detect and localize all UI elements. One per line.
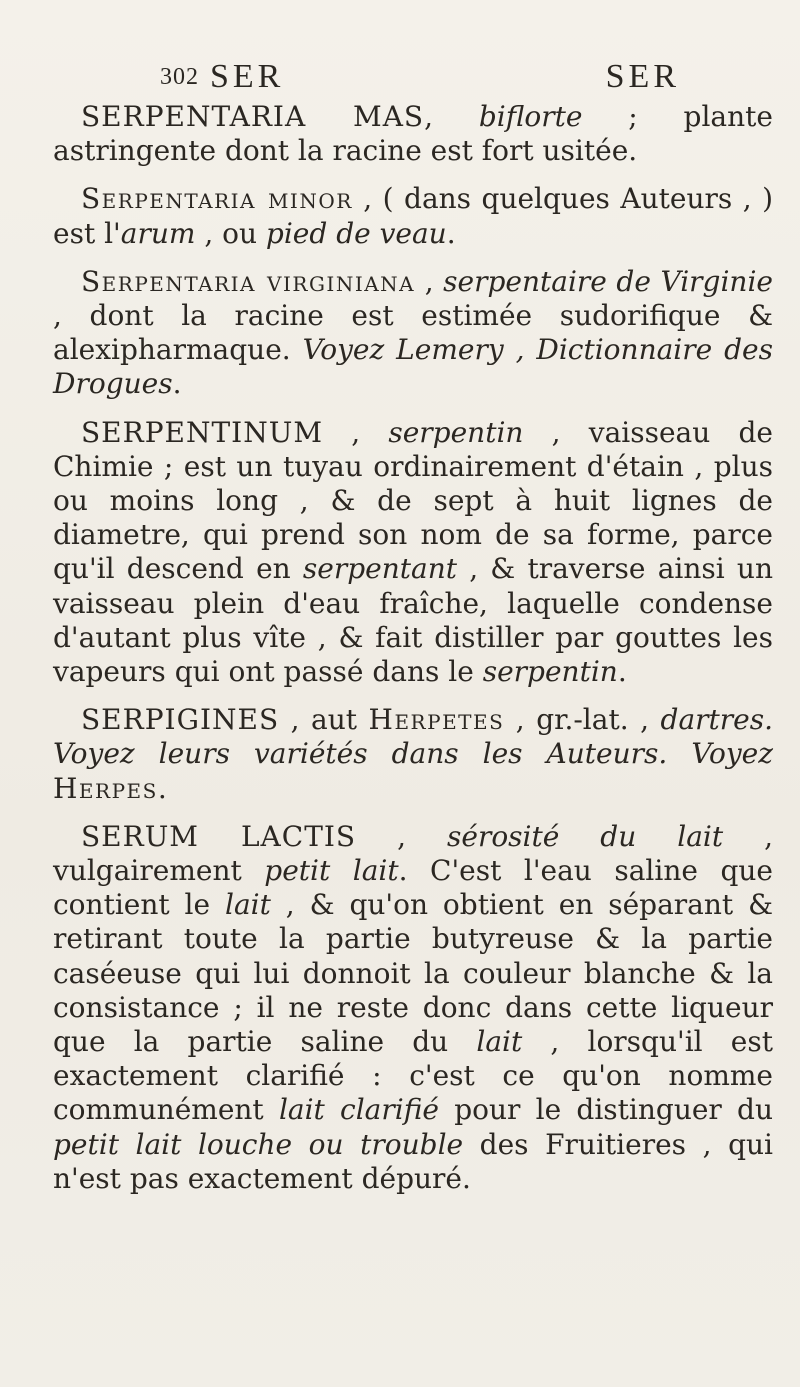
dictionary-entry: SERUM LACTIS , sérosité du lait , vulgairement petit lait. C'est l'eau saline que contient le lait , & qu'on obtient en séparant & retirant toute la partie butyreuse & la partie caséeuse qui lui donnoit la couleur blanche & la consistance ; il ne reste donc dans cette liqueur que la partie saline du lait , lorsqu'il est exactement clarifié : c'est ce qu'on nomme communément lait clarifié pour le distinguer du petit lait louche ou trouble des Fruitieres , qui n'est pas exactement dépuré. [53,819,774,1195]
running-head-right: SER [605,58,680,95]
headword: SERPENTARIA MAS [81,100,425,133]
headword: Serpentaria minor [81,182,353,216]
dictionary-entry: SERPIGINES , aut Herpetes , gr.-lat. , dartres. Voyez leurs variétés dans les Auteurs. Voyez Herpes. [53,703,773,805]
dictionary-entry: SERPENTARIA MAS, biflorte ; plante astringente dont la racine est fort usitée. [53,100,773,168]
headword: SERUM LACTIS [81,819,357,853]
dictionary-entry: Serpentaria minor , ( dans quelques Auteurs , ) est l'arum , ou pied de veau. [53,182,773,250]
headword: SERPIGINES [81,703,280,737]
dictionary-entry: Serpentaria virginiana , serpentaire de Virginie , dont la racine est estimée sudorifique & alexipharmaque. Voyez Lemery , Dictionnaire des Drogues. [53,264,773,401]
dictionary-entry: SERPENTINUM , serpentin , vaisseau de Chimie ; est un tuyau ordinairement d'étain , plus ou moins long , & de sept à huit lignes de diametre, qui prend son nom de sa forme, parce qu'il descend en serpentant , & traverse ainsi un vaisseau plein d'eau fraîche, laquelle condense d'autant plus vîte , & fait distiller par gouttes les vapeurs qui ont passé dans le serpentin. [53,415,773,689]
text-column [53,100,773,1210]
running-header [160,58,680,98]
page-number: 302 [160,64,199,90]
running-head-left: SER [210,58,285,95]
headword: Serpentaria virginiana [81,264,416,298]
headword: SERPENTINUM [81,415,323,449]
